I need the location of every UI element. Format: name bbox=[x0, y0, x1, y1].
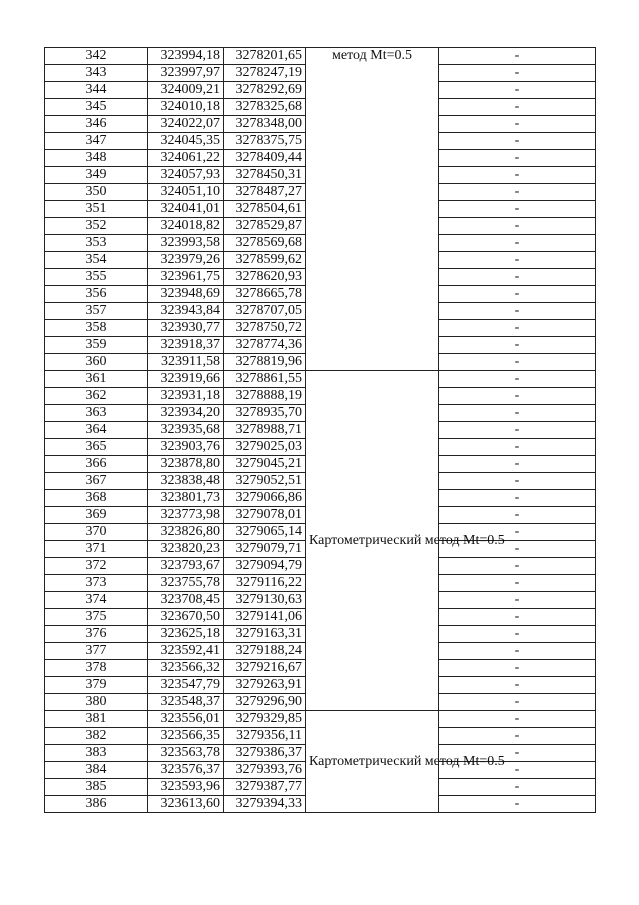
point-number: 372 bbox=[45, 558, 148, 575]
note-cell: - bbox=[439, 745, 596, 762]
y-coordinate: 3279079,71 bbox=[224, 541, 306, 558]
x-coordinate: 323918,37 bbox=[148, 337, 224, 354]
x-coordinate: 323556,01 bbox=[148, 711, 224, 728]
y-coordinate: 3278935,70 bbox=[224, 405, 306, 422]
determination-method: Картометрический метод Mt=0.5 bbox=[306, 371, 439, 711]
note-cell: - bbox=[439, 252, 596, 269]
note-cell: - bbox=[439, 660, 596, 677]
y-coordinate: 3279078,01 bbox=[224, 507, 306, 524]
y-coordinate: 3278707,05 bbox=[224, 303, 306, 320]
determination-method: Картометрический метод Mt=0.5 bbox=[306, 711, 439, 813]
x-coordinate: 323592,41 bbox=[148, 643, 224, 660]
x-coordinate: 323826,80 bbox=[148, 524, 224, 541]
coordinates-table-body bbox=[45, 48, 596, 813]
y-coordinate: 3279163,31 bbox=[224, 626, 306, 643]
y-coordinate: 3278774,36 bbox=[224, 337, 306, 354]
y-coordinate: 3278201,65 bbox=[224, 48, 306, 65]
x-coordinate: 323755,78 bbox=[148, 575, 224, 592]
note-cell: - bbox=[439, 643, 596, 660]
note-cell: - bbox=[439, 337, 596, 354]
y-coordinate: 3278529,87 bbox=[224, 218, 306, 235]
point-number: 355 bbox=[45, 269, 148, 286]
note-cell: - bbox=[439, 473, 596, 490]
note-cell: - bbox=[439, 116, 596, 133]
coordinates-table bbox=[44, 47, 596, 813]
x-coordinate: 323911,58 bbox=[148, 354, 224, 371]
note-cell: - bbox=[439, 48, 596, 65]
point-number: 370 bbox=[45, 524, 148, 541]
point-number: 352 bbox=[45, 218, 148, 235]
x-coordinate: 323994,18 bbox=[148, 48, 224, 65]
x-coordinate: 324018,82 bbox=[148, 218, 224, 235]
x-coordinate: 323997,97 bbox=[148, 65, 224, 82]
x-coordinate: 323576,37 bbox=[148, 762, 224, 779]
point-number: 347 bbox=[45, 133, 148, 150]
x-coordinate: 324061,22 bbox=[148, 150, 224, 167]
note-cell: - bbox=[439, 201, 596, 218]
point-number: 367 bbox=[45, 473, 148, 490]
determination-method: метод Mt=0.5 bbox=[306, 48, 439, 371]
x-coordinate: 324057,93 bbox=[148, 167, 224, 184]
point-number: 369 bbox=[45, 507, 148, 524]
note-cell: - bbox=[439, 269, 596, 286]
x-coordinate: 323903,76 bbox=[148, 439, 224, 456]
y-coordinate: 3278620,93 bbox=[224, 269, 306, 286]
note-cell: - bbox=[439, 456, 596, 473]
y-coordinate: 3278409,44 bbox=[224, 150, 306, 167]
x-coordinate: 323773,98 bbox=[148, 507, 224, 524]
x-coordinate: 323613,60 bbox=[148, 796, 224, 813]
y-coordinate: 3278348,00 bbox=[224, 116, 306, 133]
y-coordinate: 3279296,90 bbox=[224, 694, 306, 711]
y-coordinate: 3279386,37 bbox=[224, 745, 306, 762]
x-coordinate: 323566,35 bbox=[148, 728, 224, 745]
point-number: 354 bbox=[45, 252, 148, 269]
x-coordinate: 323793,67 bbox=[148, 558, 224, 575]
x-coordinate: 323625,18 bbox=[148, 626, 224, 643]
point-number: 382 bbox=[45, 728, 148, 745]
x-coordinate: 323979,26 bbox=[148, 252, 224, 269]
point-number: 359 bbox=[45, 337, 148, 354]
y-coordinate: 3279025,03 bbox=[224, 439, 306, 456]
table-row bbox=[45, 711, 596, 728]
note-cell: - bbox=[439, 558, 596, 575]
y-coordinate: 3279216,67 bbox=[224, 660, 306, 677]
note-cell: - bbox=[439, 235, 596, 252]
point-number: 348 bbox=[45, 150, 148, 167]
point-number: 350 bbox=[45, 184, 148, 201]
note-cell: - bbox=[439, 575, 596, 592]
y-coordinate: 3279065,14 bbox=[224, 524, 306, 541]
point-number: 349 bbox=[45, 167, 148, 184]
y-coordinate: 3278988,71 bbox=[224, 422, 306, 439]
note-cell: - bbox=[439, 762, 596, 779]
x-coordinate: 324010,18 bbox=[148, 99, 224, 116]
point-number: 353 bbox=[45, 235, 148, 252]
point-number: 371 bbox=[45, 541, 148, 558]
note-cell: - bbox=[439, 711, 596, 728]
note-cell: - bbox=[439, 388, 596, 405]
note-cell: - bbox=[439, 779, 596, 796]
note-cell: - bbox=[439, 150, 596, 167]
point-number: 383 bbox=[45, 745, 148, 762]
y-coordinate: 3278861,55 bbox=[224, 371, 306, 388]
y-coordinate: 3279130,63 bbox=[224, 592, 306, 609]
x-coordinate: 323708,45 bbox=[148, 592, 224, 609]
point-number: 365 bbox=[45, 439, 148, 456]
table-row bbox=[45, 371, 596, 388]
y-coordinate: 3279263,91 bbox=[224, 677, 306, 694]
point-number: 345 bbox=[45, 99, 148, 116]
note-cell: - bbox=[439, 490, 596, 507]
point-number: 377 bbox=[45, 643, 148, 660]
point-number: 374 bbox=[45, 592, 148, 609]
y-coordinate: 3279329,85 bbox=[224, 711, 306, 728]
x-coordinate: 323919,66 bbox=[148, 371, 224, 388]
note-cell: - bbox=[439, 320, 596, 337]
point-number: 380 bbox=[45, 694, 148, 711]
note-cell: - bbox=[439, 422, 596, 439]
y-coordinate: 3278569,68 bbox=[224, 235, 306, 252]
x-coordinate: 324022,07 bbox=[148, 116, 224, 133]
note-cell: - bbox=[439, 133, 596, 150]
point-number: 384 bbox=[45, 762, 148, 779]
y-coordinate: 3279141,06 bbox=[224, 609, 306, 626]
note-cell: - bbox=[439, 184, 596, 201]
y-coordinate: 3278504,61 bbox=[224, 201, 306, 218]
point-number: 366 bbox=[45, 456, 148, 473]
y-coordinate: 3278247,19 bbox=[224, 65, 306, 82]
x-coordinate: 324009,21 bbox=[148, 82, 224, 99]
point-number: 373 bbox=[45, 575, 148, 592]
note-cell: - bbox=[439, 439, 596, 456]
note-cell: - bbox=[439, 728, 596, 745]
y-coordinate: 3279045,21 bbox=[224, 456, 306, 473]
point-number: 362 bbox=[45, 388, 148, 405]
point-number: 363 bbox=[45, 405, 148, 422]
x-coordinate: 323801,73 bbox=[148, 490, 224, 507]
note-cell: - bbox=[439, 796, 596, 813]
point-number: 351 bbox=[45, 201, 148, 218]
y-coordinate: 3278665,78 bbox=[224, 286, 306, 303]
note-cell: - bbox=[439, 524, 596, 541]
note-cell: - bbox=[439, 405, 596, 422]
y-coordinate: 3278819,96 bbox=[224, 354, 306, 371]
x-coordinate: 323878,80 bbox=[148, 456, 224, 473]
note-cell: - bbox=[439, 541, 596, 558]
point-number: 344 bbox=[45, 82, 148, 99]
note-cell: - bbox=[439, 592, 596, 609]
x-coordinate: 323838,48 bbox=[148, 473, 224, 490]
x-coordinate: 324051,10 bbox=[148, 184, 224, 201]
point-number: 376 bbox=[45, 626, 148, 643]
y-coordinate: 3279393,76 bbox=[224, 762, 306, 779]
note-cell: - bbox=[439, 507, 596, 524]
point-number: 343 bbox=[45, 65, 148, 82]
y-coordinate: 3279387,77 bbox=[224, 779, 306, 796]
y-coordinate: 3279116,22 bbox=[224, 575, 306, 592]
y-coordinate: 3278487,27 bbox=[224, 184, 306, 201]
point-number: 379 bbox=[45, 677, 148, 694]
point-number: 381 bbox=[45, 711, 148, 728]
x-coordinate: 323563,78 bbox=[148, 745, 224, 762]
note-cell: - bbox=[439, 286, 596, 303]
point-number: 357 bbox=[45, 303, 148, 320]
note-cell: - bbox=[439, 65, 596, 82]
note-cell: - bbox=[439, 609, 596, 626]
x-coordinate: 324041,01 bbox=[148, 201, 224, 218]
x-coordinate: 323935,68 bbox=[148, 422, 224, 439]
x-coordinate: 323547,79 bbox=[148, 677, 224, 694]
x-coordinate: 323943,84 bbox=[148, 303, 224, 320]
point-number: 364 bbox=[45, 422, 148, 439]
x-coordinate: 323566,32 bbox=[148, 660, 224, 677]
point-number: 358 bbox=[45, 320, 148, 337]
y-coordinate: 3278888,19 bbox=[224, 388, 306, 405]
note-cell: - bbox=[439, 99, 596, 116]
x-coordinate: 323593,96 bbox=[148, 779, 224, 796]
x-coordinate: 323961,75 bbox=[148, 269, 224, 286]
note-cell: - bbox=[439, 354, 596, 371]
y-coordinate: 3278450,31 bbox=[224, 167, 306, 184]
y-coordinate: 3279356,11 bbox=[224, 728, 306, 745]
note-cell: - bbox=[439, 303, 596, 320]
point-number: 386 bbox=[45, 796, 148, 813]
note-cell: - bbox=[439, 371, 596, 388]
point-number: 361 bbox=[45, 371, 148, 388]
y-coordinate: 3279066,86 bbox=[224, 490, 306, 507]
x-coordinate: 324045,35 bbox=[148, 133, 224, 150]
y-coordinate: 3278292,69 bbox=[224, 82, 306, 99]
y-coordinate: 3278599,62 bbox=[224, 252, 306, 269]
x-coordinate: 323948,69 bbox=[148, 286, 224, 303]
note-cell: - bbox=[439, 167, 596, 184]
point-number: 342 bbox=[45, 48, 148, 65]
note-cell: - bbox=[439, 677, 596, 694]
note-cell: - bbox=[439, 218, 596, 235]
table-row bbox=[45, 48, 596, 65]
note-cell: - bbox=[439, 82, 596, 99]
x-coordinate: 323931,18 bbox=[148, 388, 224, 405]
y-coordinate: 3278750,72 bbox=[224, 320, 306, 337]
y-coordinate: 3279094,79 bbox=[224, 558, 306, 575]
y-coordinate: 3279394,33 bbox=[224, 796, 306, 813]
x-coordinate: 323670,50 bbox=[148, 609, 224, 626]
point-number: 356 bbox=[45, 286, 148, 303]
note-cell: - bbox=[439, 626, 596, 643]
y-coordinate: 3278325,68 bbox=[224, 99, 306, 116]
x-coordinate: 323993,58 bbox=[148, 235, 224, 252]
x-coordinate: 323820,23 bbox=[148, 541, 224, 558]
point-number: 378 bbox=[45, 660, 148, 677]
note-cell: - bbox=[439, 694, 596, 711]
y-coordinate: 3279188,24 bbox=[224, 643, 306, 660]
point-number: 368 bbox=[45, 490, 148, 507]
x-coordinate: 323930,77 bbox=[148, 320, 224, 337]
y-coordinate: 3278375,75 bbox=[224, 133, 306, 150]
x-coordinate: 323548,37 bbox=[148, 694, 224, 711]
y-coordinate: 3279052,51 bbox=[224, 473, 306, 490]
point-number: 360 bbox=[45, 354, 148, 371]
point-number: 385 bbox=[45, 779, 148, 796]
point-number: 375 bbox=[45, 609, 148, 626]
x-coordinate: 323934,20 bbox=[148, 405, 224, 422]
point-number: 346 bbox=[45, 116, 148, 133]
